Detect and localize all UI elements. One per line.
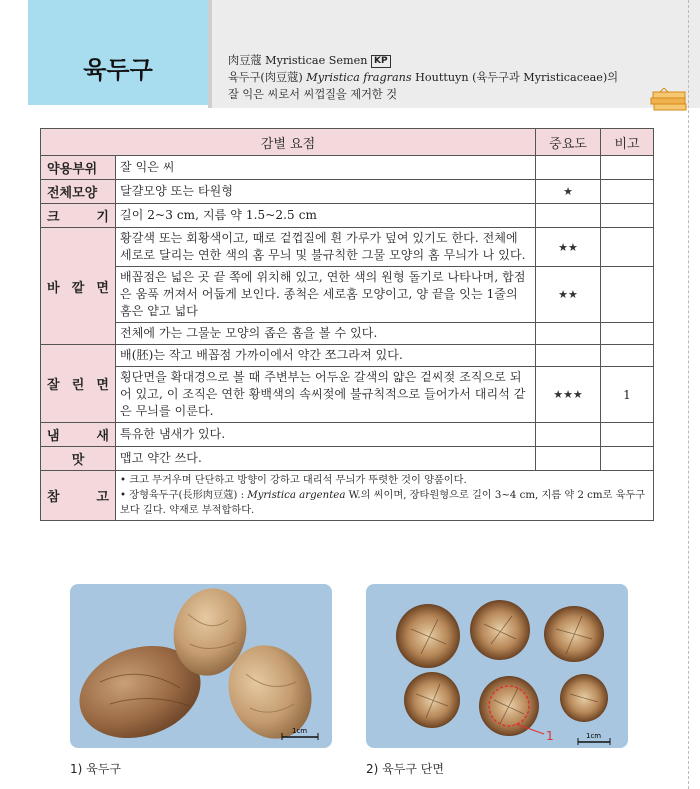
table-row [41,447,654,471]
row-label-part: 약용부위 [41,156,116,180]
table-row [41,180,654,204]
table-row [41,204,654,228]
cross-section [470,600,530,660]
table-row [41,267,654,323]
book-stack-icon [650,88,688,112]
page-title: 육두구 [83,56,153,84]
header-line-1 [228,52,668,69]
row-text-cut-1: 배(胚)는 작고 배꼽점 가까이에서 약간 쪼그라져 있다. [116,345,536,367]
row-label-outer: 바 깥 면 [41,228,116,345]
figure-caption-1: 1) 육두구 [70,762,121,776]
species-name: Myristica fragrans [306,71,412,84]
row-label-size: 크 기 [41,204,116,228]
row-label-cut: 잘 린 면 [41,345,116,423]
importance-outer-2: ★★ [536,267,601,323]
row-text-outer-3: 전체에 가는 그물눈 모양의 좁은 홈을 볼 수 있다. [116,323,536,345]
row-text-taste: 맵고 약간 쓰다. [116,447,536,471]
photo-whole-nutmeg [70,584,332,748]
row-label-smell: 냄 새 [41,423,116,447]
header-line-2: 육두구(肉豆蔻) Myristica fragrans Houttuyn (육두구과 Myristicaceae)의 [228,71,619,84]
latin-name: 肉豆蔻 Myristicae Semen [228,54,368,67]
importance-outer-1: ★★ [536,228,601,267]
table-header-row [41,129,654,156]
col-header-note: 비고 [601,129,654,156]
table-row [41,228,654,267]
row-text-size: 길이 2~3 cm, 지름 약 1.5~2.5 cm [116,204,536,228]
table-row [41,471,654,521]
row-text-outer-1: 황갈색 또는 회황색이고, 때로 겉껍질에 흰 가루가 덮여 있기도 한다. 전체에 세로로 달리는 연한 색의 홈 무늬 및 불규칙한 그물 모양의 홈 무늬가 나 있다. [116,228,536,267]
reference-bullet-1: • 크고 무거우며 단단하고 방향이 강하고 대리석 무늬가 뚜렷한 것이 양품이다. [120,475,467,486]
row-text-smell: 특유한 냄새가 있다. [116,423,536,447]
row-text-outer-2: 배꼽점은 넓은 곳 끝 쪽에 위치해 있고, 연한 색의 원형 돌기로 나타나며, 합점은 움푹 꺼져서 어둡게 보인다. 종척은 세로홈 모양이고, 양 끝을 잇는 1줄의 홈은 얕고 넓다 [116,267,536,323]
scale-bar [578,732,610,745]
row-text-part: 잘 익은 씨 [116,156,536,180]
importance-shape: ★ [536,180,601,204]
reference-bullet-2: • 장형육두구(長形肉豆蔻) : Myristica argentea W.의 씨이며, 장타원형으로 길이 3~4 cm, 지름 약 2 cm로 육두구보다 길다. 약재로 부적합하다. [120,490,646,516]
col-header-main: 감별 요점 [41,129,536,156]
table-row [41,323,654,345]
photo-nutmeg-cross-section [366,584,628,748]
row-text-cut-2: 횡단면을 확대경으로 볼 때 주변부는 어두운 갈색의 얇은 겉씨젖 조직으로 되어 있고, 이 조직은 연한 황백색의 속씨젖에 불규칙적으로 들어가서 대리석 같은 무늬를 이룬다. [116,367,536,423]
header-description [228,52,668,103]
note-cut-2: 1 [601,367,654,423]
kp-badge: KP [371,55,391,68]
importance-cut-2: ★★★ [536,367,601,423]
scale-label: 1cm [292,727,308,735]
scale-label: 1cm [586,732,602,740]
table-row [41,156,654,180]
row-label-shape: 전체모양 [41,180,116,204]
row-label-taste: 맛 [41,447,116,471]
table-row [41,367,654,423]
col-header-importance: 중요도 [536,129,601,156]
table-row [41,345,654,367]
row-text-shape: 달걀모양 또는 타원형 [116,180,536,204]
table-row [41,423,654,447]
callout-label: 1 [546,729,554,743]
title-box [28,0,208,105]
identification-table [40,128,654,521]
reference-notes [116,471,654,521]
margin-rule [688,0,690,789]
header-line-3: 잘 익은 씨로서 씨껍질을 제거한 것 [228,88,398,101]
row-label-ref: 참 고 [41,471,116,521]
figure-caption-2: 2) 육두구 단면 [366,762,444,776]
